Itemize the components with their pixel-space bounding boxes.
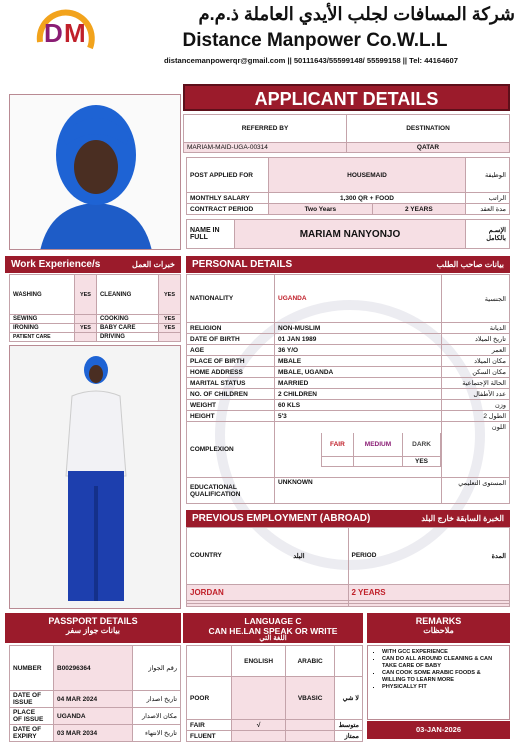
referred-by-value: MARIAM-MAID-UGA-00314 — [184, 143, 347, 153]
personal-detail-arabic: 2 الطول — [442, 411, 510, 422]
personal-detail-value: 2 CHILDREN — [275, 389, 442, 400]
passport-label — [10, 646, 54, 691]
contract-value-text: Two Years — [269, 204, 373, 215]
remarks-title: REMARKS — [415, 616, 462, 626]
work-experience-row — [10, 275, 181, 315]
name-label-2: FULL — [190, 234, 208, 241]
personal-detail-label: DATE OF BIRTH — [187, 334, 275, 345]
arabic-company-name: شركة المسافات لجلب الأيدي العاملة ذ.م.م — [198, 4, 515, 24]
skill-value: YES — [159, 324, 181, 333]
language-title-2: CAN HE.LAN SPEAK OR WRITE — [208, 626, 338, 636]
remark-item: ▪ PHYSICALLY FIT — [382, 684, 505, 691]
period-value: 2 YEARS — [348, 585, 510, 601]
arabic-label: ARABIC — [286, 646, 335, 677]
country-label: COUNTRY — [190, 552, 222, 559]
work-experience-row — [10, 324, 181, 333]
personal-detail-value: MBALE, UGANDA — [275, 367, 442, 378]
language-table — [186, 645, 363, 742]
language-header — [183, 613, 363, 643]
arabic-level-mark: VBASIC — [286, 677, 335, 720]
english-level-mark — [232, 731, 286, 742]
personal-detail-value: MARRIED — [275, 378, 442, 389]
contact-info: distancemanpowerqr@gmail.com || 50111643/55599148/ 55599158 || Tel: 44164607 — [164, 56, 458, 65]
passport-title-ar: بيانات جواز سفر — [65, 626, 121, 635]
personal-detail-row — [187, 334, 510, 345]
complexion-dark-mark: YES — [403, 456, 441, 466]
complexion-fair: FAIR — [321, 433, 353, 457]
skill-label: PATIENT CARE — [10, 333, 75, 342]
previous-employment-title: PREVIOUS EMPLOYMENT (ABROAD) — [192, 513, 371, 524]
name-label — [187, 220, 235, 249]
passport-label-line-1: DATE OF — [13, 692, 42, 699]
work-experience-title-ar: خبرات العمل — [132, 260, 175, 269]
complexion-dark: DARK — [403, 433, 441, 457]
personal-detail-row — [187, 389, 510, 400]
personal-detail-row — [187, 411, 510, 422]
personal-detail-arabic: الديانة — [442, 323, 510, 334]
passport-label-line-1: NUMBER — [13, 664, 42, 672]
skill-value — [74, 315, 96, 324]
country-value: JORDAN — [187, 585, 349, 601]
complexion-spacer-2 — [275, 456, 321, 466]
personal-detail-label: AGE — [187, 345, 275, 356]
period-label: PERIOD — [351, 552, 377, 559]
education-arabic: المستوى التعليمي — [442, 478, 510, 504]
personal-detail-arabic: مكان الميلاد — [442, 356, 510, 367]
personal-detail-row — [187, 356, 510, 367]
passport-arabic: رقم الجواز — [133, 646, 181, 691]
post-arabic: الوظيفة — [466, 158, 510, 193]
personal-detail-label: NO. OF CHILDREN — [187, 389, 275, 400]
name-ar-2: بالكامل — [486, 235, 506, 242]
work-experience-table — [9, 274, 181, 342]
language-level-arabic: لا شي — [335, 677, 363, 720]
complexion-medium-mark — [353, 456, 402, 466]
personal-detail-row — [187, 345, 510, 356]
personal-detail-label: WEIGHT — [187, 400, 275, 411]
passport-row — [10, 725, 181, 742]
post-label: POST APPLIED FOR — [187, 158, 269, 193]
language-corner-2 — [335, 646, 363, 677]
passport-value: B00296364 — [54, 646, 133, 691]
personal-detail-row — [187, 323, 510, 334]
post-value: HOUSEMAID — [269, 158, 466, 193]
svg-text:M: M — [64, 18, 86, 48]
passport-header — [5, 613, 181, 643]
full-name-row — [186, 219, 510, 249]
remarks-box — [367, 645, 510, 720]
language-level: POOR — [187, 677, 232, 720]
skill-value: YES — [74, 275, 96, 315]
passport-label — [10, 691, 54, 708]
language-row — [187, 731, 363, 742]
language-corner — [187, 646, 232, 677]
language-title-1: LANGUAGE C — [244, 616, 302, 626]
skill-label: BABY CARE — [96, 324, 158, 333]
education-label — [187, 478, 275, 504]
remarks-date: 03-JAN-2026 — [367, 721, 510, 739]
referral-table — [183, 114, 510, 153]
personal-detail-row — [187, 367, 510, 378]
skill-value: YES — [74, 324, 96, 333]
passport-row — [10, 646, 181, 691]
salary-arabic: الراتب — [466, 193, 510, 204]
education-label-1: EDUCATIONAL — [190, 483, 237, 491]
contract-label: CONTRACT PERIOD — [187, 204, 269, 215]
personal-detail-label: RELIGION — [187, 323, 275, 334]
personal-detail-value: MBALE — [275, 356, 442, 367]
remarks-list — [374, 649, 505, 691]
referred-by-label: REFERRED BY — [184, 115, 347, 143]
personal-detail-arabic: الحالة الإجتماعية — [442, 378, 510, 389]
destination-value: QATAR — [347, 143, 510, 153]
personal-detail-label: HEIGHT — [187, 411, 275, 422]
personal-detail-value: 01 JAN 1989 — [275, 334, 442, 345]
passport-arabic: مكان الاصدار — [133, 708, 181, 725]
salary-label: MONTHLY SALARY — [187, 193, 269, 204]
personal-detail-arabic: وزن — [442, 400, 510, 411]
personal-detail-label: PLACE OF BIRTH — [187, 356, 275, 367]
personal-detail-label: HOME ADDRESS — [187, 367, 275, 378]
contract-value-num: 2 YEARS — [372, 204, 465, 215]
personal-details-header — [186, 256, 510, 273]
svg-text:D: D — [44, 18, 63, 48]
personal-detail-arabic: العمر — [442, 345, 510, 356]
work-experience-title: Work Experience/s — [11, 259, 101, 270]
language-row — [187, 677, 363, 720]
skill-label: DRIVING — [96, 333, 158, 342]
passport-value: 03 MAR 2034 — [54, 725, 133, 742]
previous-employment-header — [186, 510, 510, 527]
skill-value — [159, 333, 181, 342]
personal-detail-value: 5'3 — [275, 411, 442, 422]
skill-label: SEWING — [10, 315, 75, 324]
company-name: Distance Manpower Co.W.L.L — [182, 30, 448, 51]
passport-label — [10, 708, 54, 725]
passport-value: 04 MAR 2024 — [54, 691, 133, 708]
previous-employment-title-ar: الخبرة السابقة خارج البلد — [421, 514, 504, 523]
work-experience-row — [10, 315, 181, 324]
language-title-ar: اللغة التي — [259, 635, 287, 642]
passport-arabic: تاريخ الانتهاء — [133, 725, 181, 742]
skill-value: YES — [159, 315, 181, 324]
passport-label-line-1: DATE OF — [13, 726, 42, 733]
complexion-medium: MEDIUM — [353, 433, 402, 457]
passport-label-line-2: EXPIRY — [13, 733, 37, 740]
previous-employment-table — [186, 527, 510, 607]
remark-item: ▪ WITH GCC EXPERIENCE — [382, 649, 505, 656]
personal-detail-arabic: عدد الأطفال — [442, 389, 510, 400]
job-table — [186, 157, 510, 215]
language-row — [187, 720, 363, 731]
name-ar-1: الإسـم — [488, 227, 506, 234]
personal-details-table — [186, 274, 510, 504]
remarks-header — [367, 613, 510, 643]
personal-detail-arabic: الجنسية — [442, 275, 510, 323]
skill-label: CLEANING — [96, 275, 158, 315]
language-level: FLUENT — [187, 731, 232, 742]
period-header — [348, 528, 510, 585]
personal-details-title: PERSONAL DETAILS — [192, 259, 293, 270]
personal-detail-value: 60 KLS — [275, 400, 442, 411]
name-label-1: NAME IN — [190, 227, 220, 234]
personal-detail-label: NATIONALITY — [187, 275, 275, 323]
passport-label-line-1: PLACE — [13, 709, 36, 716]
complexion-spacer — [275, 433, 321, 457]
applicant-photo-portrait — [9, 94, 181, 250]
country-header — [187, 528, 349, 585]
complexion-fair-mark — [321, 456, 353, 466]
passport-row — [10, 708, 181, 725]
passport-value: UGANDA — [54, 708, 133, 725]
destination-label: DESTINATION — [347, 115, 510, 143]
personal-detail-value: UGANDA — [275, 275, 442, 323]
personal-detail-value: NON-MUSLIM — [275, 323, 442, 334]
education-value: UNKNOWN — [275, 478, 442, 504]
salary-value: 1,300 QR + FOOD — [269, 193, 466, 204]
skill-value — [74, 333, 96, 342]
arabic-level-mark — [286, 720, 335, 731]
skill-value: YES — [159, 275, 181, 315]
work-experience-row — [10, 333, 181, 342]
passport-label-line-2: OF ISSUE — [13, 716, 44, 723]
personal-detail-arabic: تاريخ الميلاد — [442, 334, 510, 345]
arabic-level-mark — [286, 731, 335, 742]
applicant-photo-full-body — [9, 345, 181, 609]
passport-label — [10, 725, 54, 742]
passport-label-line-2: ISSUE — [13, 699, 33, 706]
personal-detail-row — [187, 378, 510, 389]
contract-arabic: مدة العقد — [466, 204, 510, 215]
applicant-details-title: APPLICANT DETAILS — [183, 84, 510, 111]
personal-detail-row — [187, 275, 510, 323]
remark-item: ▪ CAN DO ALL AROUND CLEANING & CAN TAKE CARE OF BABY — [382, 656, 505, 670]
english-level-mark — [232, 677, 286, 720]
personal-detail-value: 36 Y/O — [275, 345, 442, 356]
complexion-arabic: اللون — [442, 422, 510, 478]
country-arabic: البلد — [293, 553, 305, 560]
personal-detail-row — [187, 400, 510, 411]
empty-cell — [187, 604, 349, 607]
work-experience-header — [5, 256, 181, 273]
remarks-title-ar: ملاحظات — [423, 626, 454, 635]
language-level-arabic: ممتاز — [335, 731, 363, 742]
complexion-cell — [275, 422, 442, 478]
empty-cell — [348, 604, 510, 607]
personal-detail-arabic: مكان السكن — [442, 367, 510, 378]
english-label: ENGLISH — [232, 646, 286, 677]
education-label-2: QUALIFICATION — [190, 490, 241, 498]
complexion-label: COMPLEXION — [187, 422, 275, 478]
remark-item: ▪ CAN COOK SOME ARABIC FOODS & WILLING TO LEARN MORE — [382, 670, 505, 684]
english-level-mark: √ — [232, 720, 286, 731]
personal-detail-label: MARITAL STATUS — [187, 378, 275, 389]
passport-row — [10, 691, 181, 708]
language-level: FAIR — [187, 720, 232, 731]
period-arabic: المدة — [491, 553, 506, 560]
skill-label: COOKING — [96, 315, 158, 324]
language-level-arabic: متوسط — [335, 720, 363, 731]
passport-title: PASSPORT DETAILS — [48, 616, 138, 626]
skill-label: WASHING — [10, 275, 75, 315]
personal-details-title-ar: بيانات صاحب الطلب — [436, 260, 504, 269]
company-logo — [30, 2, 102, 60]
passport-table — [9, 645, 181, 742]
name-value: MARIAM NANYONJO — [235, 220, 466, 249]
passport-arabic: تاريخ اصدار — [133, 691, 181, 708]
name-arabic — [466, 220, 510, 249]
skill-label: IRONING — [10, 324, 75, 333]
